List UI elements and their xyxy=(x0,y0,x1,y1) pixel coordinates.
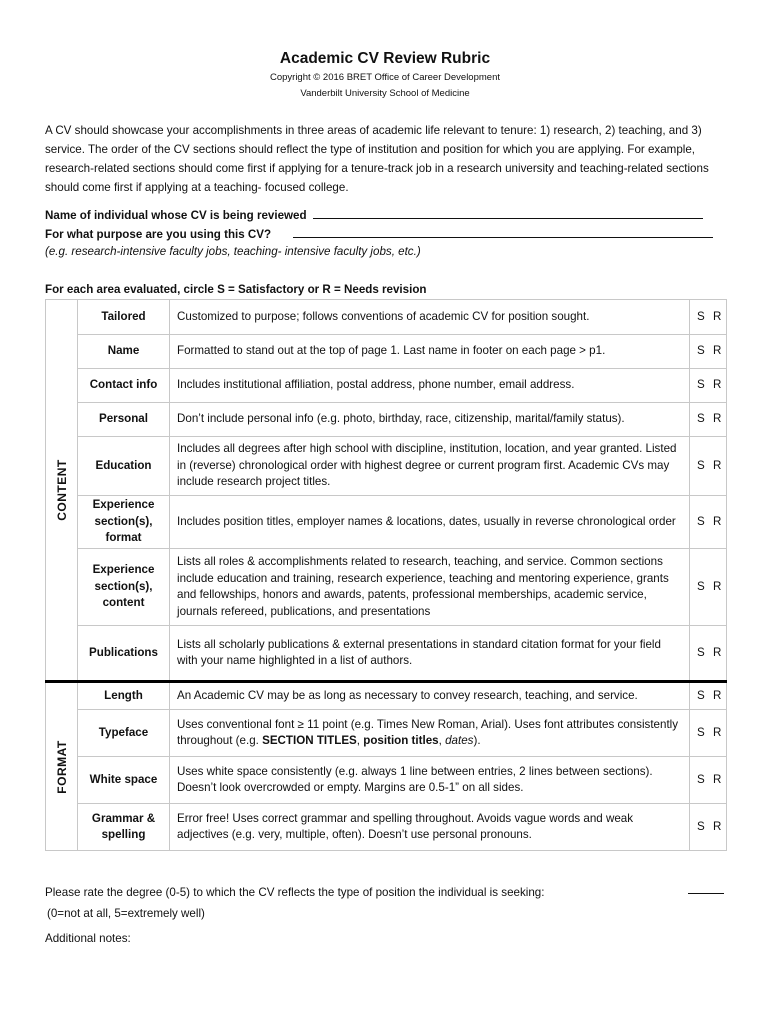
rubric-instructions: For each area evaluated, circle S = Satisfactory or R = Needs revision xyxy=(45,283,427,296)
rating-score-blank[interactable] xyxy=(688,893,724,894)
table-row xyxy=(46,369,727,403)
criteria-text: Includes position titles, employer names & locations, dates, usually in reverse chronological order xyxy=(170,496,690,549)
table-row xyxy=(46,437,727,496)
rating-question: Please rate the degree (0-5) to which the CV reflects the type of position the individual is seeking: xyxy=(45,886,545,899)
rating-scale: (0=not at all, 5=extremely well) xyxy=(47,907,205,920)
rating-s-r[interactable]: S R xyxy=(690,403,727,437)
document-title: Academic CV Review Rubric xyxy=(279,50,491,67)
area-label: Tailored xyxy=(78,300,170,335)
reviewee-name-field xyxy=(45,207,703,222)
cv-purpose-example: (e.g. research-intensive faculty jobs, teaching- intensive faculty jobs, etc.) xyxy=(45,245,421,258)
typeface-example-bold: position titles xyxy=(363,734,439,747)
cv-purpose-field xyxy=(45,226,713,241)
rating-s-r[interactable]: S R xyxy=(690,682,727,710)
table-row xyxy=(46,496,727,549)
typeface-sep: , xyxy=(438,734,442,747)
rating-s-r[interactable]: S R xyxy=(690,710,727,757)
additional-notes-label: Additional notes: xyxy=(45,932,131,945)
section-format-text: FORMAT xyxy=(54,739,69,794)
area-label: Education xyxy=(78,437,170,496)
area-label: Publications xyxy=(78,626,170,682)
criteria-text: Error free! Uses correct grammar and spelling throughout. Avoids vague words and weak adjectives (e.g. very, multiple, often). Doesn’t use personal pronouns. xyxy=(170,804,690,851)
criteria-text: Don’t include personal info (e.g. photo, birthday, race, citizenship, marital/family status). xyxy=(170,403,690,437)
rating-question-block xyxy=(45,882,544,924)
table-row xyxy=(46,626,727,682)
section-label-content xyxy=(46,300,78,682)
criteria-text: Includes all degrees after high school with discipline, institution, location, and year granted. Listed in (reverse) chronological order with highest degree or current program first. Academic CVs may include research project titles. xyxy=(170,437,690,496)
rating-s-r[interactable]: S R xyxy=(690,300,727,335)
criteria-text: Lists all scholarly publications & external presentations in standard citation format for your field with your name highlighted in a list of authors. xyxy=(170,626,690,682)
rating-s-r[interactable]: S R xyxy=(690,496,727,549)
area-label: Personal xyxy=(78,403,170,437)
reviewee-name-blank[interactable] xyxy=(313,207,703,219)
intro-paragraph: A CV should showcase your accomplishments in three areas of academic life relevant to tenure: 1) research, 2) teaching, and 3) service. The order of the CV sections should reflect the type of institution and position for which you are applying. For example, research-related sections should come first if applying for a tenure-track job in a research university and teaching-related sections should come first if applying at a teaching- focused college. xyxy=(45,124,709,194)
copyright-line: Copyright © 2016 BRET Office of Career Development xyxy=(269,72,500,83)
cv-purpose-label: For what purpose are you using this CV? xyxy=(45,228,272,241)
section-label-format xyxy=(46,682,78,851)
cv-purpose-blank[interactable] xyxy=(293,226,713,238)
rating-s-r[interactable]: S R xyxy=(690,335,727,369)
rating-s-r[interactable]: S R xyxy=(690,804,727,851)
area-label: Contact info xyxy=(78,369,170,403)
area-label: White space xyxy=(78,757,170,804)
table-row xyxy=(46,710,727,757)
criteria-text: Includes institutional affiliation, postal address, phone number, email address. xyxy=(170,369,690,403)
table-row xyxy=(46,757,727,804)
area-label: Grammar & spelling xyxy=(78,804,170,851)
institution-line: Vanderbilt University School of Medicine xyxy=(300,88,470,99)
area-label: Experience section(s), format xyxy=(78,496,170,549)
rating-s-r[interactable]: S R xyxy=(690,437,727,496)
rating-s-r[interactable]: S R xyxy=(690,549,727,626)
criteria-text: Customized to purpose; follows conventions of academic CV for position sought. xyxy=(170,300,690,335)
criteria-text: Uses white space consistently (e.g. always 1 line between entries, 2 lines between sections). Doesn’t look overcrowded or empty. Margins are 0.5-1” on all sides. xyxy=(170,757,690,804)
section-content-text: CONTENT xyxy=(54,459,69,521)
typeface-end: ). xyxy=(473,734,481,747)
area-label: Length xyxy=(78,682,170,710)
table-row xyxy=(46,403,727,437)
criteria-text xyxy=(170,710,690,757)
rating-s-r[interactable]: S R xyxy=(690,757,727,804)
typeface-sep: , xyxy=(356,734,361,747)
area-label: Experience section(s), content xyxy=(78,549,170,626)
criteria-text: Lists all roles & accomplishments related to research, teaching, and service. Common sections include education and training, research experience, teaching and mentoring experience, grants and fellowships, honors and awards, patents, professional memberships, academic service, journals refereed, publications, and presentations xyxy=(170,549,690,626)
rubric-table xyxy=(45,299,727,851)
area-label: Name xyxy=(78,335,170,369)
criteria-text: Formatted to stand out at the top of page 1. Last name in footer on each page > p1. xyxy=(170,335,690,369)
area-label: Typeface xyxy=(78,710,170,757)
typeface-example-italic: dates xyxy=(445,734,474,747)
typeface-example-bold-caps: SECTION TITLES xyxy=(262,734,357,747)
typeface-criteria-main: Uses conventional font ≥ 11 point (e.g. Times New Roman, Arial). Uses font attributes consistently throughout (e.g. xyxy=(177,717,679,747)
table-row xyxy=(46,549,727,626)
rating-s-r[interactable]: S R xyxy=(690,626,727,682)
table-row xyxy=(46,804,727,851)
reviewee-name-label: Name of individual whose CV is being reviewed xyxy=(45,209,307,222)
rating-s-r[interactable]: S R xyxy=(690,369,727,403)
table-row xyxy=(46,335,727,369)
criteria-text: An Academic CV may be as long as necessary to convey research, teaching, and service. xyxy=(170,682,690,710)
table-row xyxy=(46,682,727,710)
table-row xyxy=(46,300,727,335)
